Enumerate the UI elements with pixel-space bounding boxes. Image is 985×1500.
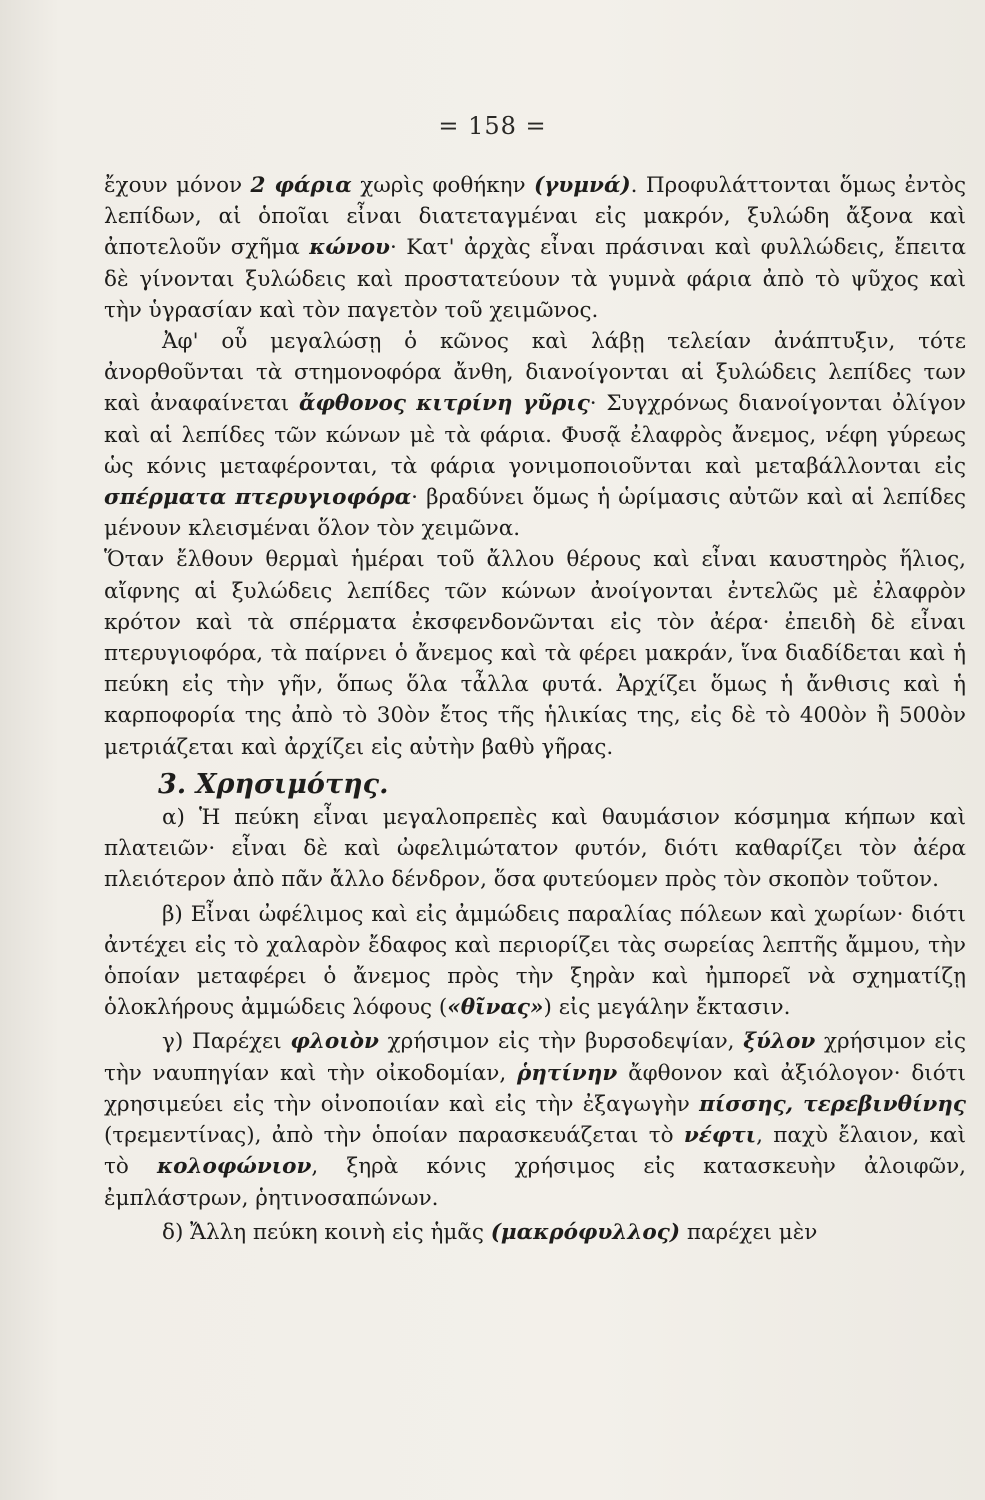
bold-term: κώνου — [309, 235, 390, 261]
paragraph-pollination — [104, 326, 966, 544]
paragraph-use-c — [104, 1026, 966, 1213]
body-text — [104, 170, 966, 1248]
section-heading: 3. Χρησιμότης. — [158, 768, 389, 800]
bold-term: σπέρματα πτερυγιοφόρα — [104, 485, 412, 511]
text-span: (τρεμεντίνας), ἀπὸ τὴν ὁποίαν παρασκευάζεται τὸ — [104, 1123, 684, 1149]
text-span: , παχὺ ἔλαιον, καὶ τὸ — [104, 1123, 966, 1180]
paragraph-cone-structure — [104, 170, 966, 326]
text-span: · Κατ' ἀρχὰς εἶναι πράσιναι καὶ φυλλώδεις, ἔπειτα δὲ γίνονται ξυλώδεις καὶ προστατεύουν τὰ γυμνὰ φάρια ἀπὸ τὸ ψῦχος καὶ τὴν ὑγρασίαν καὶ τὸν παγετὸν τοῦ χειμῶνος. — [104, 235, 966, 323]
text-span: χρήσιμον εἰς τὴν ναυπηγίαν καὶ τὴν οἰκοδομίαν, — [104, 1029, 966, 1086]
text-span: ἄφθονον καὶ ἀξιόλογον· διότι χρησιμεύει εἰς τὴν οἰνοποιίαν καὶ εἰς τὴν ἐξαγωγὴν — [104, 1060, 966, 1117]
bold-term: ῥητίνην — [517, 1060, 618, 1086]
text-span: Ἀφ' οὗ μεγαλώσῃ ὁ κῶνος καὶ λάβῃ τελείαν ἀνάπτυξιν, τότε ἀνορθοῦνται τὰ στημονοφόρα ἄνθη, διανοίγονται αἱ ξυλώδεις λεπίδες των καὶ ἀναφαίνεται — [104, 329, 966, 417]
bold-term: (γυμνά) — [534, 173, 631, 198]
text-span: ) εἰς μεγάλην ἔκτασιν. — [543, 995, 791, 1021]
bold-term: 2 φάρια — [250, 173, 352, 198]
text-span: β) Εἶναι ὠφέλιμος καὶ εἰς ἀμμώδεις παραλίας πόλεων καὶ χωρίων· διότι ἀντέχει εἰς τὸ χαλαρὸν ἔδαφος καὶ περιορίζει τὰς σωρείας λεπτῆς ἄμμου, τὴν ὁποίαν μεταφέρει ὁ ἄνεμος πρὸς τὴν ξηρὰν καὶ ἠμπορεῖ νὰ σχηματίζῃ ὁλοκλήρους ἀμμώδεις λόφους ( — [104, 901, 966, 1021]
text-span: χωρὶς φοθήκην — [351, 173, 534, 198]
bold-term: (μακρόφυλλος) — [490, 1219, 681, 1245]
paragraph-use-d — [104, 1217, 966, 1248]
text-span: . Προφυλάττονται ὅμως ἐντὸς λεπίδων, αἱ ὁποῖαι εἶναι διατεταγμέναι εἰς μακρόν, ξυλώδη ἄξονα καὶ ἀποτελοῦν σχῆμα — [104, 173, 967, 261]
bold-term: φλοιὸν — [290, 1029, 379, 1055]
page-number: = 158 = — [438, 112, 547, 140]
paragraph-use-b — [104, 899, 966, 1024]
text-span: · βραδύνει ὅμως ἡ ὡρίμασις αὐτῶν καὶ αἱ λεπίδες μένουν κλεισμέναι ὅλον τὸν χειμῶνα. — [104, 485, 966, 542]
bold-term: κολοφώνιον — [157, 1154, 312, 1180]
text-span: · Συγχρόνως διανοίγονται ὀλίγον καὶ αἱ λεπίδες τῶν κώνων μὲ τὰ φάρια. Φυσᾷ ἐλαφρὸς ἄνεμος, νέφη γύρεως ὡς κόνις μεταφέρονται, τὰ φάρια γονιμοποιοῦνται καὶ μεταβάλλονται εἰς — [104, 391, 966, 479]
bold-term: ξύλον — [743, 1029, 816, 1055]
bold-term: νέφτι — [683, 1123, 757, 1149]
text-span: γ) Παρέχει — [162, 1029, 291, 1055]
text-span: ἔχουν μόνον — [104, 173, 251, 198]
bold-term: «θῖνας» — [447, 995, 544, 1021]
text-span: δ) Ἄλλη πεύκη κοινὴ εἰς ἡμᾶς — [162, 1219, 491, 1245]
text-span: , ξηρὰ κόνις χρήσιμος εἰς κατασκευὴν ἀλοιφῶν, ἐμπλάστρων, ῥητινοσαπώνων. — [104, 1154, 966, 1211]
text-span: χρήσιμον εἰς τὴν βυρσοδεψίαν, — [378, 1029, 744, 1055]
text-span: παρέχει μὲν — [680, 1219, 818, 1245]
bold-term: ἄφθονος κιτρίνη γῦρις — [298, 391, 590, 417]
paragraph-seed-dispersal: Ὅταν ἔλθουν θερμαὶ ἡμέραι τοῦ ἄλλου θέρους καὶ εἶναι καυστηρὸς ἥλιος, αἴφνης αἱ ξυλώδεις λεπίδες τῶν κώνων ἀνοίγονται ἐντελῶς μὲ ἐλαφρὸν κρότον καὶ τὰ σπέρματα ἐκσφενδονῶνται εἰς τὸν ἀέρα· ἐπειδὴ δὲ εἶναι πτερυγιοφόρα, τὰ παίρνει ὁ ἄνεμος καὶ τὰ φέρει μακράν, ἵνα διαδίδεται καὶ ἡ πεύκη εἰς τὴν γῆν, ὅπως ὅλα τἆλλα φυτά. Ἀρχίζει ὅμως ἡ ἄνθισις καὶ ἡ καρποφορία της ἀπὸ τὸ 30ὸν ἔτος τῆς ἡλικίας της, εἰς δὲ τὸ 400ὸν ἢ 500ὸν μετριάζεται καὶ ἀρχίζει εἰς αὐτὴν βαθὺ γῆρας. — [104, 547, 966, 760]
bold-term: πίσσης, τερεβινθίνης — [699, 1091, 966, 1117]
paragraph-use-a: α) Ἡ πεύκη εἶναι μεγαλοπρεπὲς καὶ θαυμάσιον κόσμημα κήπων καὶ πλατειῶν· εἶναι δὲ καὶ ὠφελιμώτατον φυτόν, διότι καθαρίζει τὸν ἀέρα πλειότερον ἀπὸ πᾶν ἄλλο δένδρον, ὅσα φυτεύομεν πρὸς τὸν σκοπὸν τοῦτον. — [104, 805, 966, 893]
